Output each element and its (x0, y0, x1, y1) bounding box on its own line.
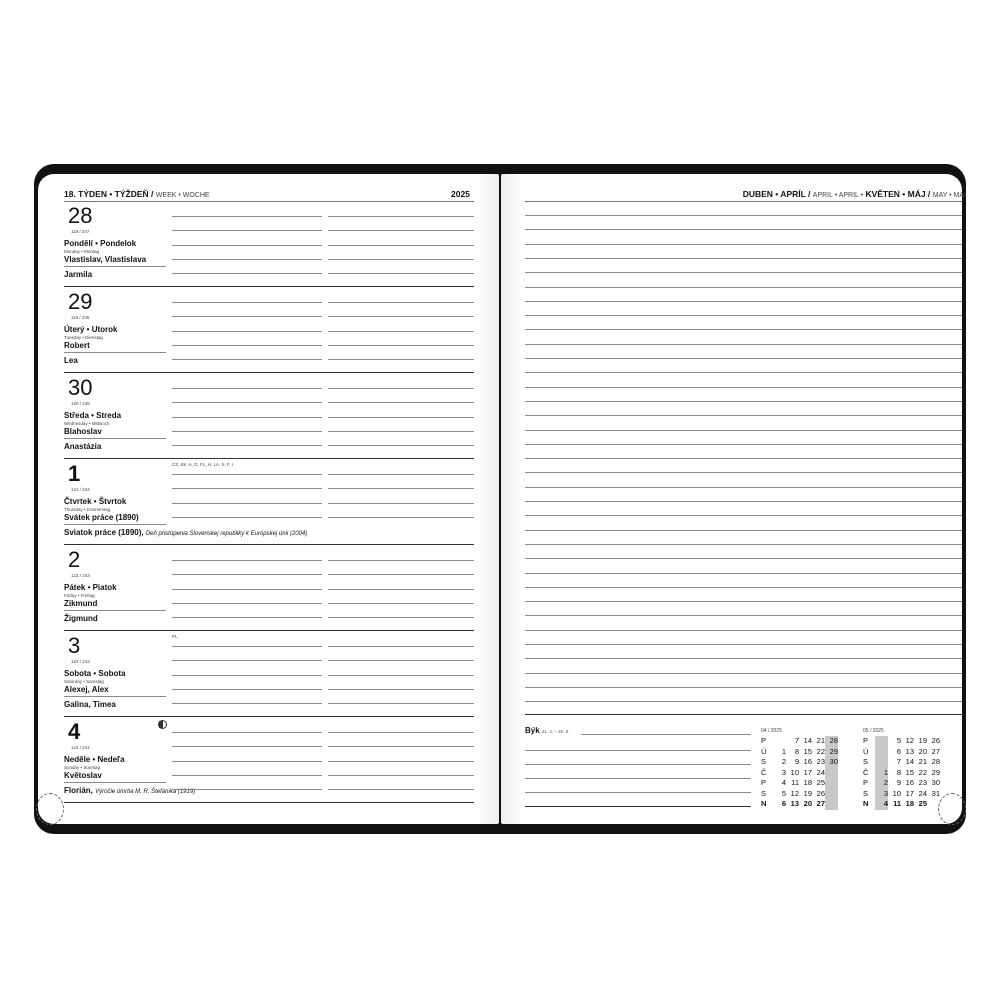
writing-line (172, 761, 322, 762)
writing-line (172, 689, 322, 690)
writing-line (328, 230, 474, 231)
calendar-day: 9 (896, 778, 901, 787)
calendar-day: 19 (918, 736, 927, 745)
writing-line (172, 331, 322, 332)
week-label-en: WEEK • WOCHE (155, 192, 210, 199)
calendar-day: 27 (931, 746, 940, 756)
month2-label-en: MAY • MAI (932, 192, 966, 199)
calendar-day: 30 (931, 778, 940, 787)
writing-line (328, 775, 474, 776)
writing-line (328, 417, 474, 418)
note-line (525, 573, 962, 574)
mini-calendar-april (761, 727, 838, 810)
writing-line (172, 560, 322, 561)
day-number: 30 (68, 375, 93, 400)
nameday-sk-text: Jarmila (64, 270, 93, 279)
note-line (525, 315, 962, 316)
day-of-year: 123 / 242 (71, 659, 90, 664)
calendar-day: 15 (803, 746, 812, 756)
day-bottom-rule (64, 802, 474, 803)
note-line (525, 229, 962, 230)
note-line (525, 544, 962, 545)
note-line (525, 701, 962, 702)
day-name: Neděle • Nedeľa (64, 755, 125, 764)
calendar-day: 12 (905, 736, 914, 745)
calendar-row (863, 757, 940, 768)
writing-line (328, 746, 474, 747)
writing-line (328, 488, 474, 489)
calendar-day: 13 (905, 746, 914, 756)
calendar-grid (863, 736, 940, 810)
writing-line (328, 732, 474, 733)
calendar-day: 4 (781, 778, 786, 787)
calendar-day: 1 (875, 768, 888, 779)
day-number: 29 (68, 289, 93, 314)
week-label: 18. TÝDEN • TÝŽDEŇ / (64, 189, 154, 199)
nameday-cz: Robert (64, 341, 90, 350)
zodiac-label (525, 726, 569, 735)
note-line (525, 644, 962, 645)
writing-line (172, 517, 322, 518)
writing-line (328, 703, 474, 704)
calendar-day: 11 (791, 778, 799, 787)
calendar-day: 25 (918, 799, 927, 808)
calendar-row (761, 799, 838, 810)
calendar-row (761, 757, 838, 768)
writing-line (328, 302, 474, 303)
calendar-day: 1 (781, 746, 786, 756)
note-line (525, 472, 962, 473)
writing-line (172, 589, 322, 590)
note-line (525, 601, 962, 602)
nameday-sk (64, 442, 101, 451)
note-line (525, 401, 962, 402)
day-of-year: 122 / 243 (71, 573, 90, 578)
note-line (525, 329, 962, 330)
day-number: 1 (68, 461, 81, 486)
first-quarter-moon-icon (158, 720, 167, 729)
weekday-label: P (761, 778, 767, 787)
calendar-day: 5 (781, 788, 786, 798)
day-name-en: Sunday • Sonntag (64, 765, 101, 770)
writing-line (328, 273, 474, 274)
weekday-label: Ú (863, 746, 869, 756)
day-name: Čtvrtek • Štvrtok (64, 497, 127, 506)
day-name-en: Saturday • Samstag (64, 679, 104, 684)
calendar-day: 6 (896, 746, 901, 756)
writing-line (328, 660, 474, 661)
calendar-day: 14 (803, 736, 812, 745)
note-line (525, 215, 962, 216)
nameday-sk-text: Lea (64, 356, 78, 365)
day-divider (64, 352, 166, 353)
nameday-cz: Zikmund (64, 599, 98, 608)
writing-line (172, 445, 322, 446)
writing-line (328, 402, 474, 403)
day-of-year: 120 / 245 (71, 401, 90, 406)
writing-line (328, 445, 474, 446)
note-line (525, 444, 962, 445)
calendar-day (825, 778, 838, 789)
calendar-day: 8 (896, 767, 901, 777)
writing-line (328, 216, 474, 217)
writing-line (172, 603, 322, 604)
day-name-en: Wednesday • Mittwoch (64, 421, 110, 426)
calendar-day: 29 (931, 767, 940, 777)
calendar-row (863, 736, 940, 747)
day-name: Sobota • Sobota (64, 669, 126, 678)
nameday-sk-text: Anastázia (64, 442, 102, 451)
day-name: Úterý • Utorok (64, 325, 118, 334)
zodiac-sign: Býk (525, 726, 540, 735)
weekday-label: P (863, 778, 869, 787)
calendar-row (863, 768, 940, 779)
note-line (525, 272, 962, 273)
writing-line (172, 703, 322, 704)
note-line (525, 630, 962, 631)
weekday-label: S (863, 788, 869, 798)
writing-line (172, 273, 322, 274)
day-bottom-rule (64, 716, 474, 717)
weekday-label: Ú (761, 746, 767, 756)
calendar-day (773, 736, 786, 747)
writing-line (328, 316, 474, 317)
writing-line (328, 431, 474, 432)
day-name: Středa • Streda (64, 411, 122, 420)
day-of-year: 124 / 241 (71, 745, 90, 750)
calendar-day: 27 (816, 799, 825, 808)
nameday-sk (64, 614, 98, 623)
writing-line (172, 388, 322, 389)
calendar-row (761, 778, 838, 789)
writing-line (328, 345, 474, 346)
day-bottom-rule (64, 372, 474, 373)
holiday-countries: CZ, SK, A, D, FL, H, LA, S, F, I (172, 462, 234, 467)
calendar-day: 26 (931, 736, 940, 745)
calendar-day: 2 (781, 757, 786, 766)
note-line (525, 344, 962, 345)
day-bottom-rule (64, 630, 474, 631)
writing-line (328, 331, 474, 332)
calendar-day: 2 (875, 778, 888, 789)
weekday-label: S (761, 757, 767, 766)
nameday-cz: Vlastislav, Vlastislava (64, 255, 147, 264)
calendar-day: 11 (893, 799, 901, 808)
day-number: 28 (68, 203, 93, 228)
calendar-day: 3 (875, 789, 888, 800)
writing-line (172, 259, 322, 260)
calendar-day: 30 (825, 757, 838, 768)
calendar-row (761, 747, 838, 758)
note-line (525, 515, 962, 516)
corner-tab-left (36, 793, 64, 825)
day-of-year: 118 / 247 (71, 229, 90, 234)
calendar-day: 4 (875, 799, 888, 810)
calendar-row (863, 778, 940, 789)
writing-line (328, 603, 474, 604)
moon-half (159, 721, 163, 728)
calendar-day: 31 (931, 788, 940, 798)
day-of-year: 119 / 246 (71, 315, 90, 320)
writing-line (172, 345, 322, 346)
nameday-cz: Květoslav (64, 771, 102, 780)
day-number: 3 (68, 633, 81, 658)
writing-line (328, 789, 474, 790)
calendar-day: 28 (825, 736, 838, 747)
calendar-day: 19 (803, 788, 812, 798)
note-line (525, 658, 962, 659)
calendar-day: 17 (905, 788, 914, 798)
writing-line (328, 503, 474, 504)
writing-line (172, 431, 322, 432)
calendar-day: 7 (794, 736, 799, 745)
writing-line (328, 359, 474, 360)
note-line (525, 530, 962, 531)
month-label-en: APRIL • APRIL • (812, 192, 864, 199)
calendar-day: 13 (790, 799, 799, 808)
calendar-day (875, 747, 888, 758)
calendar-day (875, 736, 888, 747)
writing-line (328, 574, 474, 575)
calendar-day (825, 768, 838, 779)
calendar-day: 10 (790, 767, 799, 777)
note-line (525, 487, 962, 488)
corner-tab-right (938, 793, 966, 825)
calendar-day: 12 (790, 788, 799, 798)
calendar-row (863, 789, 940, 800)
calendar-day: 21 (918, 757, 927, 766)
nameday-sk (64, 270, 92, 279)
writing-line (328, 646, 474, 647)
nameday-sk (64, 528, 307, 537)
note-line (525, 372, 962, 373)
day-number: 2 (68, 547, 81, 572)
calendar-day: 17 (803, 767, 812, 777)
nameday-sk-note: Deň pristúpenia Slovenskej republiky k Európskej únii (2004) (145, 531, 308, 537)
day-name-en: Monday • Montag (64, 249, 100, 254)
note-line (525, 301, 962, 302)
writing-line (328, 589, 474, 590)
calendar-day: 22 (918, 767, 927, 777)
writing-line (328, 675, 474, 676)
nameday-sk (64, 700, 116, 709)
mini-calendar-may (863, 727, 940, 810)
weekday-label: Č (863, 767, 869, 777)
calendar-day: 29 (825, 747, 838, 758)
calendar-day (875, 757, 888, 768)
day-note: PL (172, 634, 178, 639)
calendar-day: 23 (918, 778, 927, 787)
nameday-sk-text: Galina, Timea (64, 700, 116, 709)
note-line (525, 673, 962, 674)
calendar-day: 5 (896, 736, 901, 745)
nameday-sk-text: Žigmund (64, 614, 98, 623)
calendar-title: 05 / 2025 (863, 728, 884, 734)
writing-line (172, 574, 322, 575)
day-name: Pondělí • Pondelok (64, 239, 137, 248)
day-divider (64, 524, 166, 525)
writing-line (172, 417, 322, 418)
writing-line (172, 675, 322, 676)
writing-line (172, 775, 322, 776)
calendar-day (825, 799, 838, 810)
calendar-day: 9 (794, 757, 799, 766)
weekday-label: P (863, 736, 869, 745)
calendar-day: 24 (816, 767, 825, 777)
month-header (743, 189, 966, 199)
calendar-day: 18 (803, 778, 812, 787)
writing-line (172, 789, 322, 790)
writing-line (172, 402, 322, 403)
writing-line (328, 259, 474, 260)
nameday-cz: Blahoslav (64, 427, 102, 436)
note-line (525, 387, 962, 388)
writing-line (328, 388, 474, 389)
calendar-day: 3 (781, 767, 786, 777)
calendar-day: 25 (816, 778, 825, 787)
calendar-day: 26 (816, 788, 825, 798)
writing-line (172, 216, 322, 217)
note-line (525, 558, 962, 559)
calendar-day: 15 (905, 767, 914, 777)
writing-line (172, 245, 322, 246)
day-number: 4 (68, 719, 81, 744)
writing-line (328, 689, 474, 690)
writing-line (172, 503, 322, 504)
writing-line (172, 302, 322, 303)
writing-line (328, 560, 474, 561)
calendar-day: 28 (931, 757, 940, 766)
note-line (525, 258, 962, 259)
day-divider (64, 266, 166, 267)
calendar-day: 20 (803, 799, 812, 808)
writing-line (172, 732, 322, 733)
month2-label: KVĚTEN • MÁJ / (865, 189, 931, 199)
writing-line (172, 746, 322, 747)
nameday-sk (64, 356, 78, 365)
calendar-row (863, 799, 940, 810)
day-divider (64, 782, 166, 783)
calendar-day: 23 (816, 757, 825, 766)
weekday-label: S (863, 757, 869, 766)
note-line (525, 501, 962, 502)
note-line (525, 615, 962, 616)
note-bottom-rule (525, 714, 962, 715)
calendar-row (761, 768, 838, 779)
weekday-label: S (761, 788, 767, 798)
nameday-sk (64, 786, 195, 795)
left-page (38, 174, 499, 824)
year-label: 2025 (451, 189, 470, 199)
calendar-day: 16 (803, 757, 812, 766)
day-bottom-rule (64, 544, 474, 545)
calendar-title: 04 / 2025 (761, 728, 782, 734)
writing-line (172, 474, 322, 475)
weekday-label: N (863, 799, 869, 808)
writing-line (172, 660, 322, 661)
writing-line (172, 359, 322, 360)
calendar-row (761, 789, 838, 800)
zodiac-dates: 21. 4. – 20. 5. (541, 729, 570, 734)
calendar-day: 7 (896, 757, 901, 766)
calendar-row (761, 736, 838, 747)
calendar-day: 21 (816, 736, 825, 745)
day-name: Pátek • Piatok (64, 583, 117, 592)
weekday-label: P (761, 736, 767, 745)
note-line (525, 358, 962, 359)
note-line (525, 244, 962, 245)
calendar-day: 20 (918, 746, 927, 756)
week-header (64, 189, 210, 199)
calendar-row (863, 747, 940, 758)
writing-line (172, 316, 322, 317)
writing-line (328, 245, 474, 246)
writing-line (172, 230, 322, 231)
note-line (525, 430, 962, 431)
calendar-grid (761, 736, 838, 810)
calendar-day: 18 (905, 799, 914, 808)
calendar-day: 16 (905, 778, 914, 787)
nameday-sk-text: Sviatok práce (1890), (64, 528, 144, 537)
calendar-day: 14 (905, 757, 914, 766)
writing-line (328, 617, 474, 618)
writing-line (172, 646, 322, 647)
day-name-en: Thursday • Donnerstag (64, 507, 111, 512)
note-line (525, 415, 962, 416)
calendar-day: 8 (794, 746, 799, 756)
calendar-day: 10 (892, 788, 901, 798)
right-page (501, 174, 966, 824)
weekday-label: Č (761, 767, 767, 777)
nameday-cz: Svátek práce (1890) (64, 513, 139, 522)
day-divider (64, 438, 166, 439)
note-line (525, 687, 962, 688)
month-label: DUBEN • APRÍL / (742, 189, 811, 199)
nameday-sk-note: Výročie úmrtia M. R. Štefánika (1919) (95, 789, 196, 795)
writing-line (172, 617, 322, 618)
calendar-day: 22 (816, 746, 825, 756)
calendar-day: 24 (918, 788, 927, 798)
note-line (525, 587, 962, 588)
day-divider (64, 610, 166, 611)
note-line (525, 458, 962, 459)
calendar-day: 6 (781, 799, 786, 808)
day-bottom-rule (64, 458, 474, 459)
writing-line (328, 474, 474, 475)
day-of-year: 121 / 244 (71, 487, 90, 492)
day-bottom-rule (64, 286, 474, 287)
writing-line (172, 488, 322, 489)
nameday-cz: Alexej, Alex (64, 685, 109, 694)
writing-line (328, 517, 474, 518)
writing-line (328, 761, 474, 762)
note-line (525, 287, 962, 288)
calendar-day (825, 789, 838, 800)
nameday-sk-text: Florián, (64, 786, 93, 795)
planner-spread (34, 164, 966, 834)
day-divider (64, 696, 166, 697)
weekday-label: N (761, 799, 767, 808)
day-name-en: Friday • Freitag (64, 593, 95, 598)
day-name-en: Tuesday • Dienstag (64, 335, 103, 340)
